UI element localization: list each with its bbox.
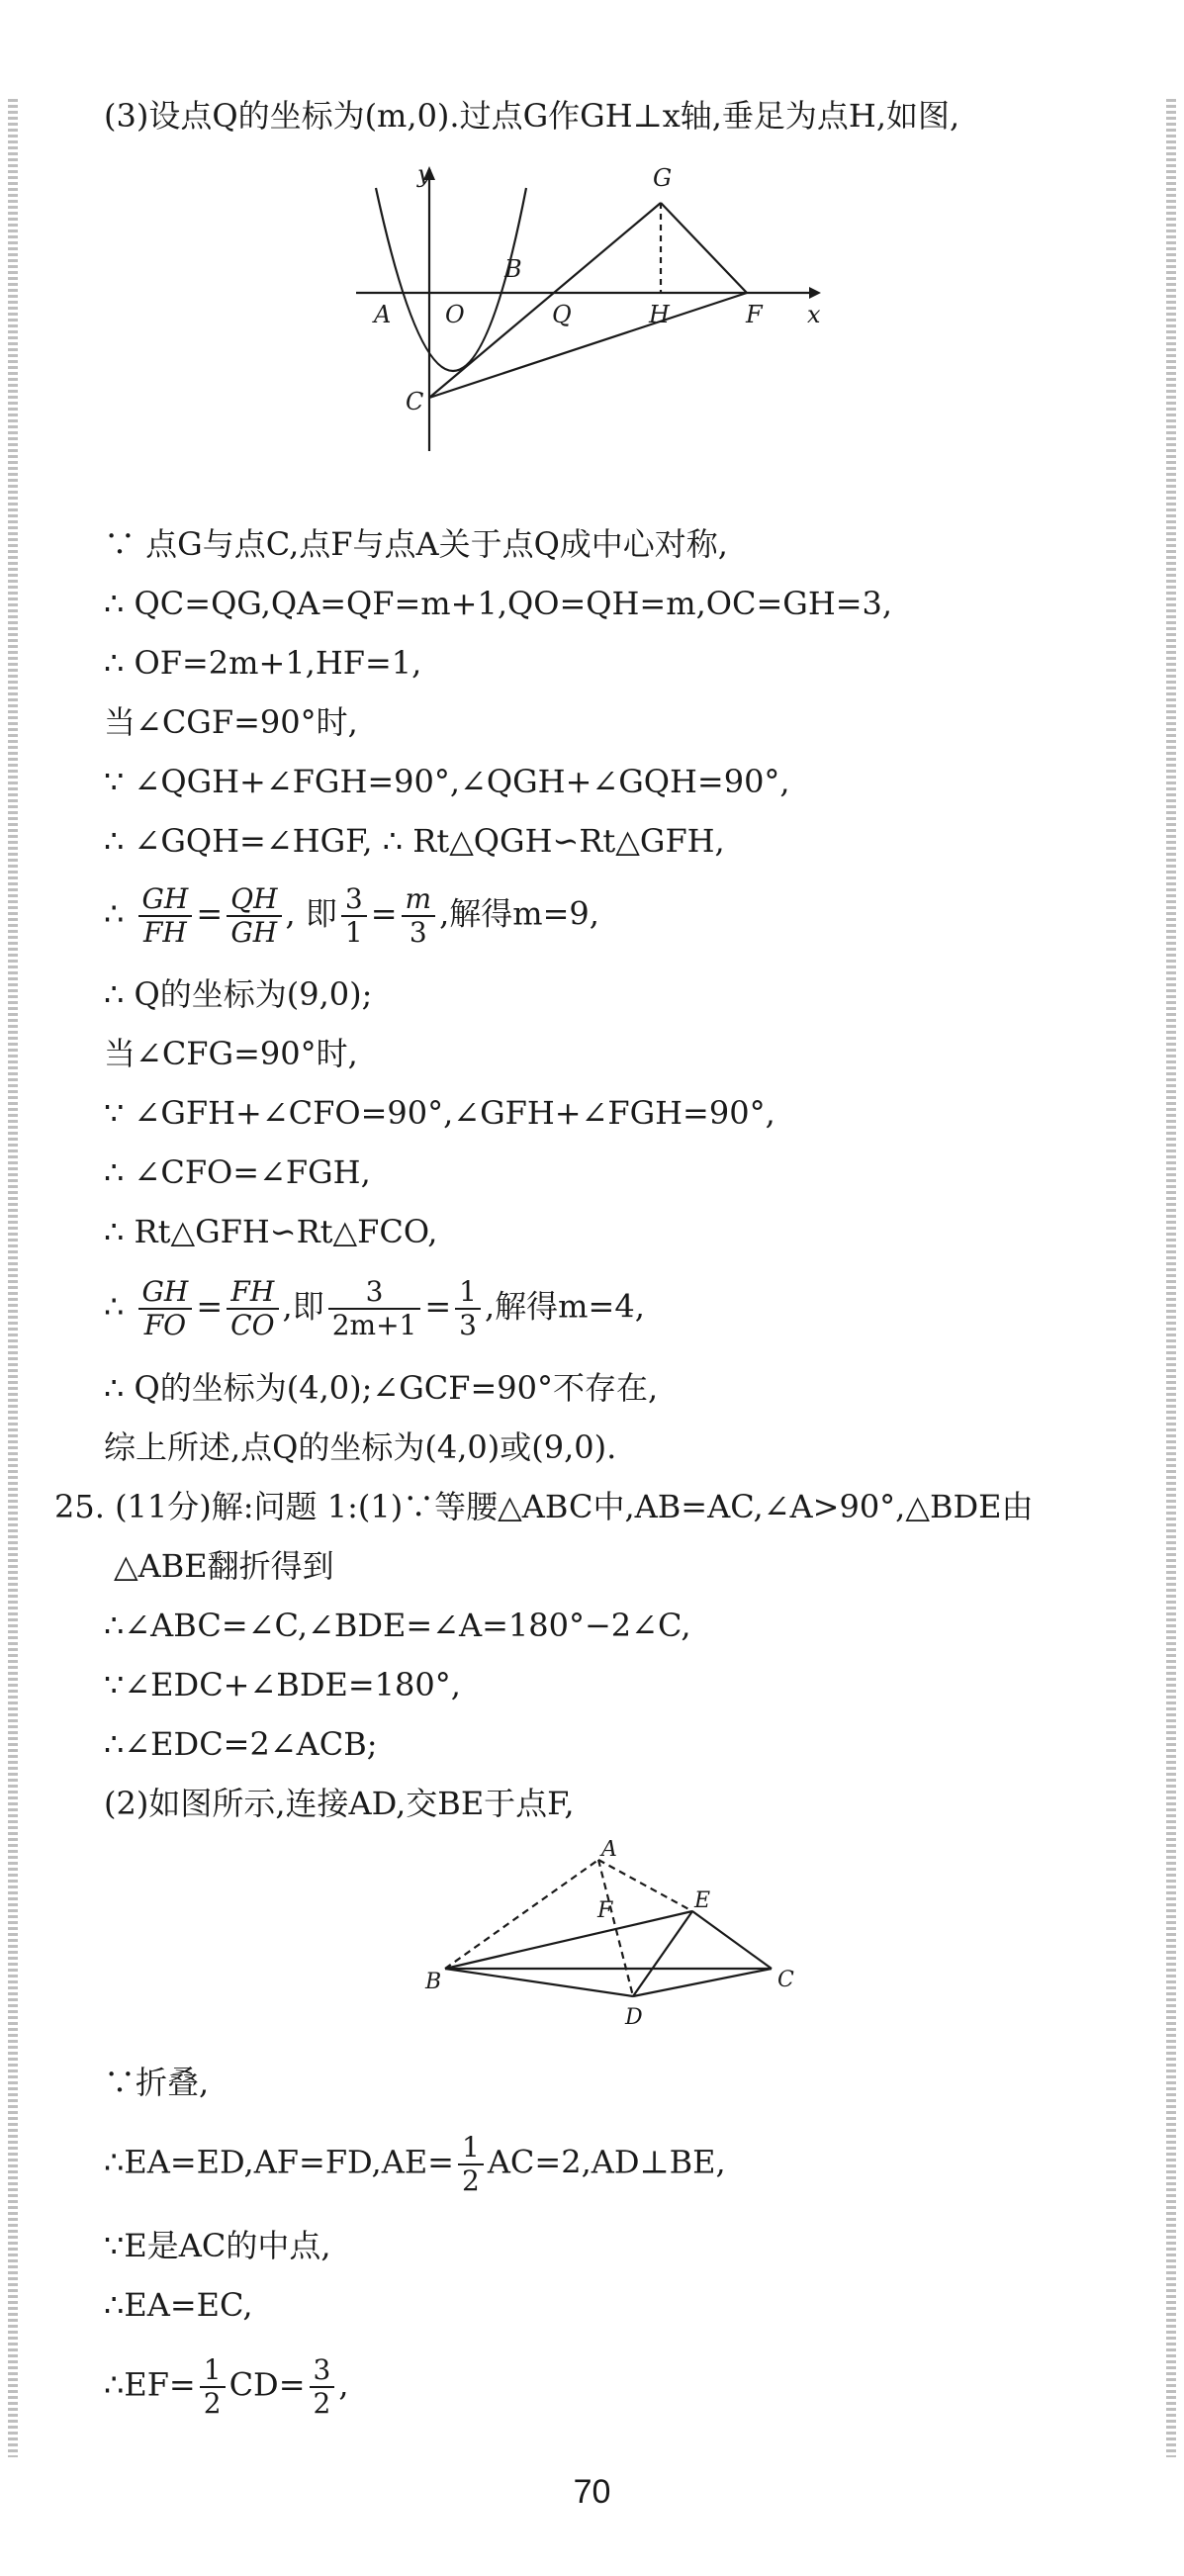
fraction-denominator: CO [230,1309,275,1341]
fraction-numerator: QH [227,883,281,917]
fraction-denominator: 2m+1 [331,1309,417,1341]
equals-sign: = [370,894,398,933]
fraction-denominator: 2 [313,2387,331,2420]
part3-line-4: 当∠CGF=90°时, [104,703,358,741]
ratio2-suffix: ,解得m=4, [485,1287,645,1326]
fig1-label-O: O [445,301,465,328]
fig1-label-A: A [374,301,392,328]
fig1-label-Q: Q [552,301,572,328]
fraction-denominator: 2 [461,2164,480,2197]
fraction-denominator: GH [230,916,278,949]
part3-intro: (3)设点Q的坐标为(m,0).过点G作GH⊥x轴,垂足为点H,如图, [104,97,960,135]
ef-prefix: ∴EF= [104,2365,196,2404]
ratio-line-2 [104,1276,645,1341]
fraction [402,883,436,949]
q25-continuation: △ABE翻折得到 [114,1547,334,1585]
equals-sign: = [424,1287,452,1326]
fraction [455,1276,481,1341]
part3-line-6: ∴ ∠GQH=∠HGF, ∴ Rt△QGH∽Rt△GFH, [104,822,725,860]
q25-line-3: ∴∠EDC=2∠ACB; [104,1725,378,1763]
ratio1-middle: , 即 [285,894,337,933]
fig2-label-A: A [601,1840,617,1862]
fraction [341,883,367,949]
fraction-denominator: 3 [409,916,427,949]
q25-heading: 25. (11分)解:问题 1:(1)∵等腰△ABC中,AB=AC,∠A>90°,△BDE由 [54,1488,1034,1525]
fraction-numerator: FH [227,1276,278,1310]
fig1-label-G: G [653,164,673,192]
fraction [138,883,193,949]
left-margin-border [8,99,18,2457]
part3-line-12: ∴ Q的坐标为(4,0);∠GCF=90°不存在, [104,1369,659,1407]
equals-sign: = [196,894,224,933]
part3-line-11: ∴ Rt△GFH∽Rt△FCO, [104,1213,438,1250]
part3-line-3: ∴ OF=2m+1,HF=1, [104,644,422,682]
page-number: 70 [573,2473,611,2511]
fraction-numerator: 3 [328,1276,421,1310]
fraction-numerator: GH [138,883,193,917]
fraction-numerator: m [402,883,436,917]
part3-line-5: ∵ ∠QGH+∠FGH=90°,∠QGH+∠GQH=90°, [104,763,790,800]
fraction [227,883,281,949]
ef-middle: CD= [228,2365,306,2404]
fig2-label-D: D [625,2005,643,2030]
fig2-label-F: F [597,1898,613,1923]
fig1-label-B: B [504,255,522,283]
fraction-denominator: 2 [203,2387,222,2420]
fraction-numerator: 1 [458,2132,484,2165]
fraction-denominator: FO [143,1309,187,1341]
ratio1-prefix: ∴ [104,894,135,933]
q25-ec-line: ∴EA=EC, [104,2286,253,2324]
fig1-label-y: y [417,160,431,188]
figure-folded-triangle [415,1840,811,2038]
ratio2-prefix: ∴ [104,1287,135,1326]
fig1-label-H: H [649,301,670,328]
part3-line-10: ∴ ∠CFO=∠FGH, [104,1153,371,1191]
fraction-numerator: GH [138,1276,193,1310]
ea-suffix: AC=2,AD⊥BE, [487,2143,726,2181]
ratio-line-1 [104,883,599,949]
q25-midpoint-line: ∵E是AC的中点, [104,2227,331,2264]
equals-sign: = [196,1287,224,1326]
fraction-denominator: FH [143,916,187,949]
fraction [138,1276,193,1341]
q25-line-2: ∵∠EDC+∠BDE=180°, [104,1666,461,1703]
q25-fold-line: ∵折叠, [104,2064,210,2101]
q25-ef-line [104,2354,349,2420]
part3-line-1: ∵ 点G与点C,点F与点A关于点Q成中心对称, [104,525,728,563]
right-margin-border [1166,99,1176,2457]
part3-line-2: ∴ QC=QG,QA=QF=m+1,QO=QH=m,OC=GH=3, [104,585,893,622]
ef-suffix: , [338,2365,349,2404]
part3-line-9: ∵ ∠GFH+∠CFO=90°,∠GFH+∠FGH=90°, [104,1094,775,1132]
fig1-label-C: C [406,388,424,415]
fig2-label-E: E [694,1888,711,1913]
ratio1-suffix: ,解得m=9, [439,894,599,933]
fraction-denominator: 3 [459,1309,477,1341]
ea-prefix: ∴EA=ED,AF=FD,AE= [104,2143,454,2181]
q25-line-1: ∴∠ABC=∠C,∠BDE=∠A=180°−2∠C, [104,1607,691,1644]
part3-line-7: ∴ Q的坐标为(9,0); [104,975,373,1013]
part3-line-13: 综上所述,点Q的坐标为(4,0)或(9,0). [104,1428,617,1466]
fraction-numerator: 3 [341,883,367,917]
fraction [200,2354,226,2420]
fraction [227,1276,278,1341]
fraction-numerator: 3 [310,2354,335,2388]
fraction [328,1276,421,1341]
fraction-numerator: 1 [200,2354,226,2388]
fraction [458,2132,484,2197]
figure-parabola [346,158,821,465]
fig1-label-F: F [746,301,763,328]
fig2-label-B: B [425,1970,442,1994]
fig2-label-C: C [777,1968,794,1992]
fig1-label-x: x [807,301,821,328]
q25-line-4: (2)如图所示,连接AD,交BE于点F, [104,1785,575,1822]
fraction-denominator: 1 [344,916,363,949]
fraction-numerator: 1 [455,1276,481,1310]
q25-ea-line [104,2132,726,2197]
ratio2-middle: ,即 [282,1287,324,1326]
fraction [310,2354,335,2420]
part3-line-8: 当∠CFG=90°时, [104,1035,358,1072]
